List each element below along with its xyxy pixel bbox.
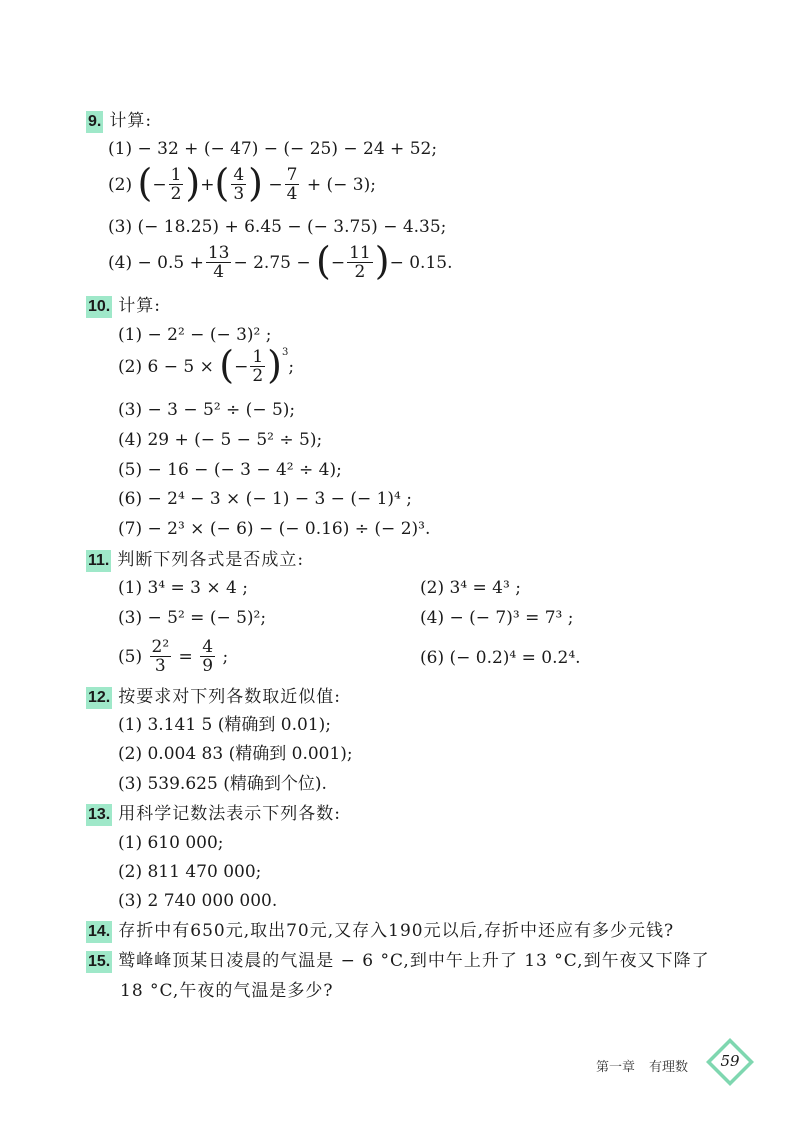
- question-10: [86, 295, 161, 318]
- expression-9-2: (2) ( − $\frac{1}{2}$ ) + ( $\frac{4}{3}$ ) − $\frac{7}{4}$ + (− 3);: [108, 160, 376, 205]
- item-12-3: (3) 539.625 (精确到个位).: [118, 774, 327, 794]
- chapter-label: 第一章: [596, 1059, 636, 1074]
- expression-10-5: (5) − 16 − (− 3 − 4² ÷ 4);: [118, 460, 342, 480]
- fraction: $\frac{11}{2}$: [349, 243, 371, 282]
- question-9: [86, 110, 152, 133]
- question-title: 判断下列各式是否成立:: [117, 550, 305, 570]
- expression-9-3: (3) (− 18.25) + 6.45 − (− 3.75) − 4.35;: [108, 217, 447, 237]
- expression-10-6: (6) − 2⁴ − 3 × (− 1) − 3 − (− 1)⁴ ;: [118, 489, 413, 509]
- expression-10-7: (7) − 2³ × (− 6) − (− 0.16) ÷ (− 2)³.: [118, 519, 431, 539]
- question-14: [86, 920, 674, 943]
- statement-11-6: (6) (− 0.2)⁴ = 0.2⁴.: [420, 648, 581, 668]
- question-number: 9.: [86, 111, 103, 133]
- question-number: 12.: [86, 687, 112, 709]
- left-paren: (: [137, 160, 153, 205]
- question-number: 11.: [86, 550, 111, 572]
- fraction: $\frac{4}{9}$: [202, 637, 214, 676]
- question-11: [86, 549, 304, 572]
- fraction: $\frac{1}{2}$: [170, 165, 182, 204]
- question-12: [86, 686, 341, 709]
- topic-label: 有理数: [649, 1059, 689, 1074]
- expression-10-3: (3) − 3 − 5² ÷ (− 5);: [118, 400, 296, 420]
- item-13-3: (3) 2 740 000 000.: [118, 891, 278, 911]
- question-text-line-2: 18 °C,午夜的气温是多少?: [120, 981, 334, 1001]
- question-number: 10.: [86, 296, 112, 318]
- fraction: $\frac{1}{2}$: [252, 347, 264, 386]
- question-13: [86, 803, 341, 826]
- item-12-2: (2) 0.004 83 (精确到 0.001);: [118, 744, 353, 764]
- fraction: $\frac{4}{3}$: [233, 165, 245, 204]
- statement-11-1: (1) 3⁴ = 3 × 4 ;: [118, 578, 248, 598]
- page-number: 59: [720, 1052, 740, 1070]
- expression-10-2: (2) 6 − 5 × ( − $\frac{1}{2}$ ) $^3$ ;: [118, 342, 295, 387]
- expression-10-4: (4) 29 + (− 5 − 5² ÷ 5);: [118, 430, 323, 450]
- item-13-1: (1) 610 000;: [118, 833, 224, 853]
- statement-11-2: (2) 3⁴ = 4³ ;: [420, 578, 521, 598]
- statement-11-3: (3) − 5² = (− 5)²;: [118, 608, 267, 628]
- expression-9-4: (4) − 0.5 + $\frac{13}{4}$ − 2.75 − ( − $\frac{11}{2}$ ) − 0.15.: [108, 238, 453, 283]
- item-12-1: (1) 3.141 5 (精确到 0.01);: [118, 715, 332, 735]
- question-text: 存折中有650元,取出70元,又存入190元以后,存折中还应有多少元钱?: [118, 921, 675, 941]
- fraction: $\frac{7}{4}$: [286, 165, 298, 204]
- fraction: $\frac{13}{4}$: [207, 243, 230, 282]
- running-footer: [596, 1056, 702, 1075]
- question-text-line-1: 鹫峰峰顶某日凌晨的气温是 − 6 °C,到中午上升了 13 °C,到午夜又下降了: [118, 951, 710, 971]
- question-title: 按要求对下列各数取近似值:: [118, 687, 341, 707]
- question-15: [86, 950, 710, 973]
- question-number: 15.: [86, 951, 112, 973]
- fraction: $\frac{\text{2²}}{3}$: [151, 637, 170, 676]
- question-title: 用科学记数法表示下列各数:: [118, 804, 341, 824]
- question-number: 14.: [86, 921, 112, 943]
- expression-10-1: (1) − 2² − (− 3)² ;: [118, 325, 272, 345]
- expression-9-1: (1) − 32 + (− 47) − (− 25) − 24 + 52;: [108, 139, 438, 159]
- question-number: 13.: [86, 804, 112, 826]
- question-title: 计算:: [118, 296, 161, 316]
- statement-11-4: (4) − (− 7)³ = 7³ ;: [420, 608, 574, 628]
- statement-11-5: (5) $\frac{\text{2²}}{3}$ = $\frac{4}{9}$ ;: [118, 637, 229, 676]
- question-title: 计算:: [109, 111, 153, 131]
- item-13-2: (2) 811 470 000;: [118, 862, 262, 882]
- right-paren: ): [185, 160, 201, 205]
